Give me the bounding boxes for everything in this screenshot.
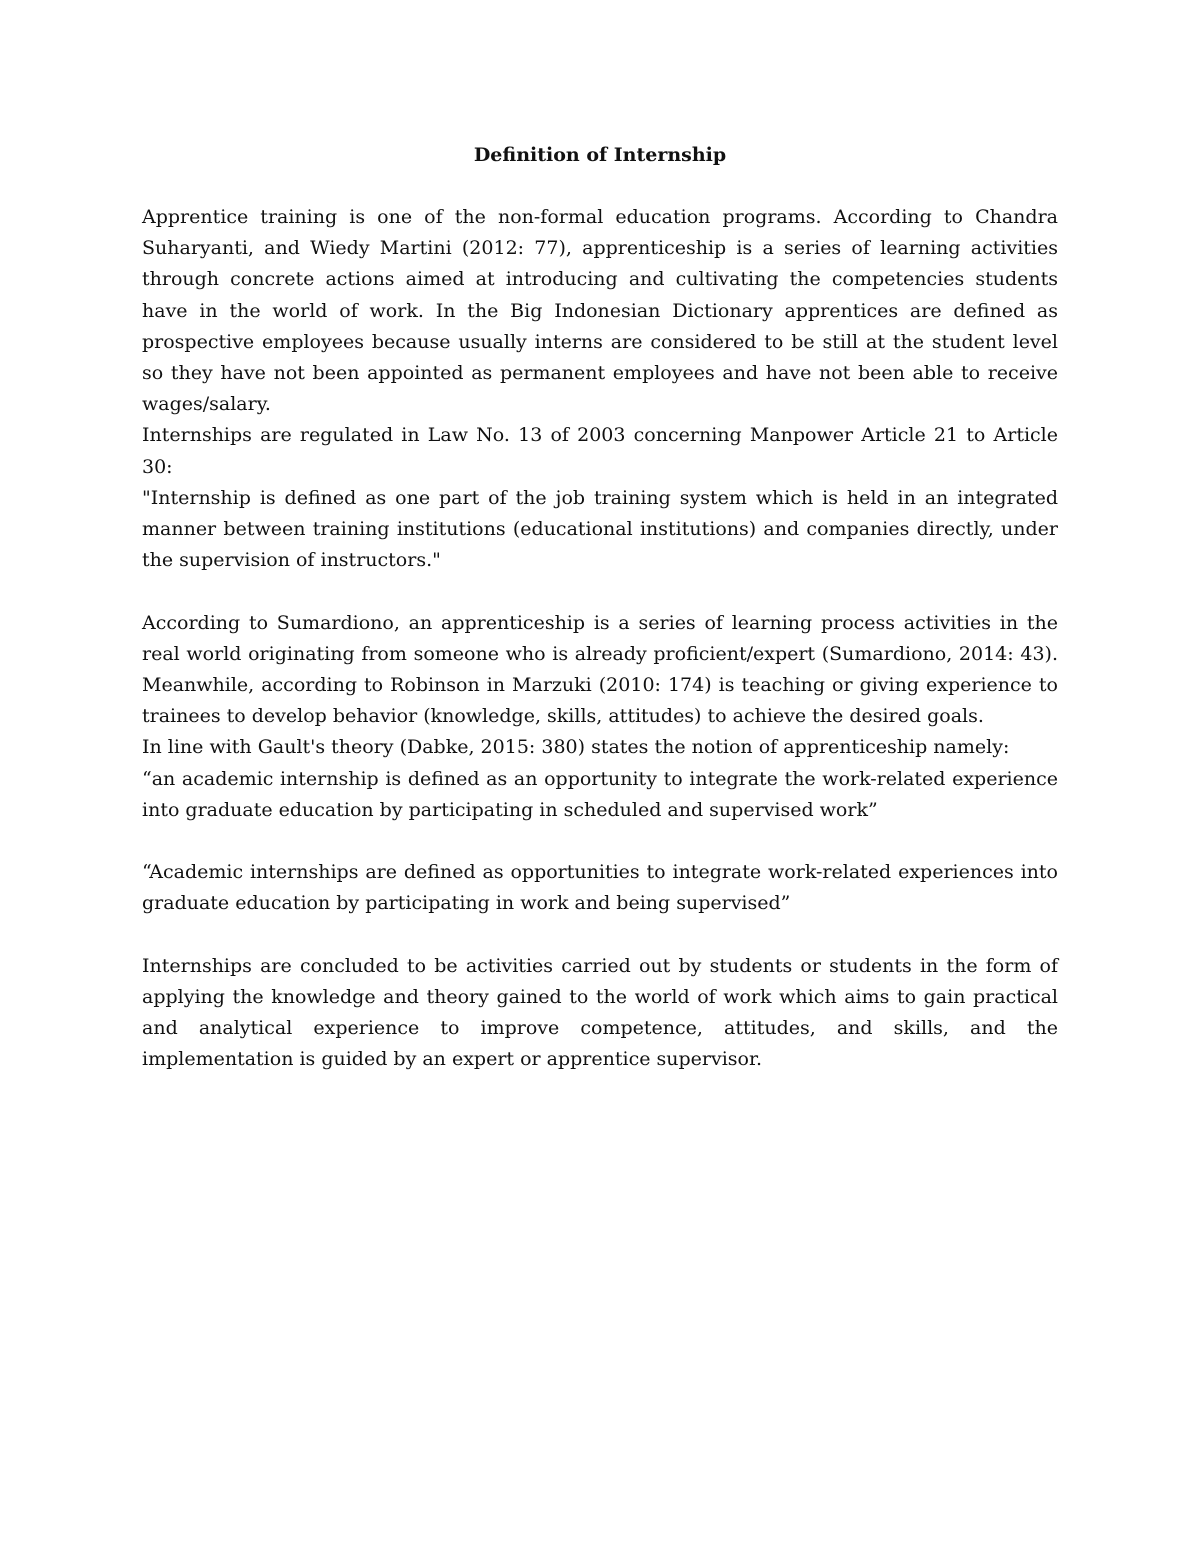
paragraph-3	[142, 857, 1058, 919]
paragraph-4-line-1: Internships are concluded to be activities carried out by students or students in the form of applying the knowledge and theory gained to the world of work which aims to gain practical and analytical experience to improve competence, attitudes, and skills, and the implementation is guided by an expert or apprentice supervisor.	[142, 954, 1058, 1071]
paragraph-1-line-1: Apprentice training is one of the non-formal education programs. According to Chandra Suharyanti, and Wiedy Martini (2012: 77), apprenticeship is a series of learning activities through concrete actions aimed at introducing and cultivating the competencies students have in the world of work. In the Big Indonesian Dictionary apprentices are defined as prospective employees because usually interns are considered to be still at the student level so they have not been appointed as permanent employees and have not been able to receive wages/salary.	[142, 206, 1058, 416]
paragraph-2-line-1: According to Sumardiono, an apprenticeship is a series of learning process activities in the real world originating from someone who is already proficient/expert (Sumardiono, 2014: 43). Meanwhile, according to Robinson in Marzuki (2010: 174) is teaching or giving experience to trainees to develop behavior (knowledge, skills, attitudes) to achieve the desired goals.	[142, 611, 1058, 728]
paragraph-2-line-2: In line with Gault's theory (Dabke, 2015: 380) states the notion of apprenticeship namely:	[142, 736, 1010, 759]
paragraph-2	[142, 608, 1058, 826]
paragraph-1-line-2: Internships are regulated in Law No. 13 of 2003 concerning Manpower Article 21 to Article 30:	[142, 424, 1058, 478]
paragraph-3-line-1: “Academic internships are defined as opportunities to integrate work-related experiences into graduate education by participating in work and being supervised”	[142, 861, 1058, 915]
paragraph-1	[142, 202, 1058, 576]
paragraph-1-line-3: "Internship is defined as one part of the job training system which is held in an integrated manner between training institutions (educational institutions) and companies directly, under the supervision of instructors."	[142, 486, 1058, 572]
document-title: Definition of Internship	[473, 144, 727, 166]
paragraph-2-line-3: “an academic internship is defined as an opportunity to integrate the work-related experience into graduate education by participating in scheduled and supervised work”	[142, 767, 1058, 821]
paragraph-4	[142, 951, 1058, 1076]
document-page	[142, 140, 1058, 1076]
